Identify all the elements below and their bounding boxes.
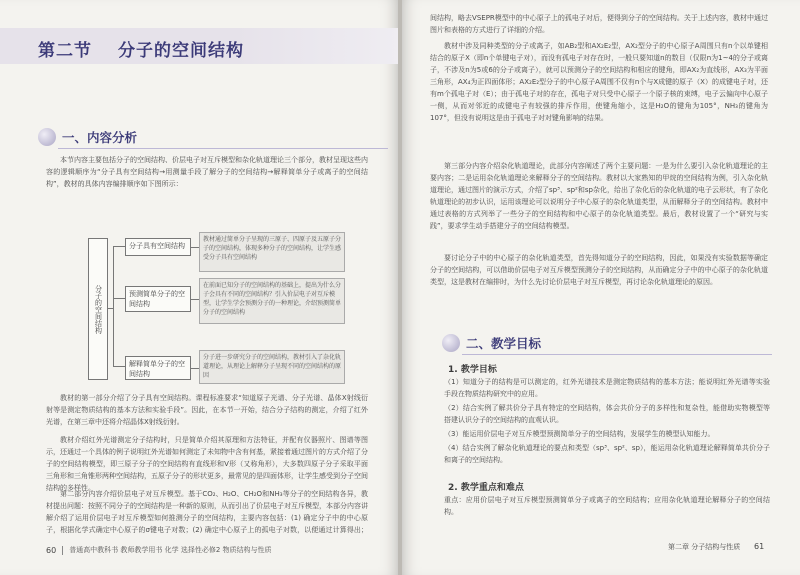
heading-rule	[462, 354, 772, 355]
banner-gradient	[232, 28, 400, 64]
heading-text: 一、内容分析	[62, 130, 138, 145]
section-title: 分子的空间结构	[118, 41, 244, 61]
goal-item-1: （1）知道分子的结构是可以测定的，红外光谱技术是测定物质结构的基本方法；能说明红外光谱等实验手段在物质结构研究中的应用。	[444, 378, 770, 398]
diagram-box-predict-structure: 预测简单分子的空间结构	[125, 286, 191, 312]
heading-teaching-goals	[442, 334, 541, 352]
diagram-connector	[191, 299, 199, 300]
diagram-note-3: 分子进一步研究分子的空间结构，教材引入了杂化轨道理论，从理论上解释分子呈现不同的空间结构的原因	[199, 350, 345, 384]
page-number: 60	[46, 545, 57, 555]
paragraph-hybrid-orbital: 第三部分内容介绍杂化轨道理论，此部分内容阐述了两个主要问题：一是为什么要引入杂化轨道理论的主要内容；二是运用杂化轨道理论来解释分子的空间结构。教材以大家熟知的甲烷的空间结构为例，引入杂化轨道理论，通过图片的演示方式，介绍了sp³、sp²和sp杂化，给出了杂化后的杂化轨道的电子云形状，有了杂化轨道理论的初步认识，运用该理论可以说明分子中心原子的杂化轨道类型，从而解释分子的空间结构。教材中通过表格的方式列举了一些分子的空间结构和中心原子的杂化轨道类型。最后，教材设置了一个“研究与实践”，要求学生动手搭建分子的空间结构模型。	[430, 162, 768, 230]
content-structure-diagram	[78, 232, 348, 384]
heading-content-analysis	[38, 128, 137, 146]
diagram-root-label: 分子的空间结构	[88, 238, 108, 380]
diagram-connector	[191, 368, 199, 369]
diagram-connector	[113, 246, 125, 247]
book-title: 普通高中教科书 教师教学用书 化学 选择性必修2 物质结构与性质	[69, 546, 272, 554]
diagram-box-has-structure: 分子具有空间结构	[125, 238, 191, 256]
heading-text: 二、教学目标	[466, 336, 542, 351]
diagram-connector	[113, 366, 125, 367]
goal-item-4: （4）结合实例了解杂化轨道理论的要点和类型（sp³、sp²、sp），能运用杂化轨道理论解释简单共价分子和离子的空间结构。	[444, 444, 770, 464]
key-points-text: 重点：应用价层电子对互斥模型预测简单分子或离子的空间结构；应用杂化轨道理论解释分子的空间结构。	[444, 496, 770, 516]
footer-divider	[62, 546, 63, 555]
diagram-note-2: 在前面已知分子的空间结构的基础上，提出为什么分子会具有不同的空间结构？引入价层电子对互斥模型，让学生学会预测分子的一种理论，介绍预测简单分子的空间结构	[199, 278, 345, 324]
diagram-connector	[191, 247, 199, 248]
paragraph-ir-spectrum: 教材介绍红外光谱测定分子结构时，只是简单介绍其原理和方法特征，并配有仪器照片、图谱等图示，还通过一个具体的例子说明红外光谱如何测定了未知物中含有何基，紧接着通过图片的方式介绍了分子的空间结构模型，即三原子分子的空间结构有直线形和V形（又称角形），大多数四原子分子采取平面三角形和三角锥形两种空间结构，五原子分子的形状更多，最常见的是四面体形，让学生感受到分子空间结构的多样性。	[46, 436, 368, 492]
diagram-connector	[113, 246, 114, 366]
paragraph-intro: 本节内容主要包括分子的空间结构、价层电子对互斥模型和杂化轨道理论三个部分，教材呈现这些内容的逻辑顺序为“分子具有空间结构→用测量手段了解分子的空间结构→解释简单分子或离子的空间结构”，教材的具体内容编排顺序如下图所示：	[46, 156, 368, 188]
diagram-box-explain-structure: 解释简单分子的空间结构	[125, 356, 191, 380]
book-gutter	[398, 0, 402, 575]
paragraph-abn-types: 教材中涉及同种类型的分子或离子，如AB₂型和AX₂E₂型，AX₂型分子的中心原子A周围只有n个以单键相结合的原子X（即n个单键电子对），而没有孤电子对存在时，一般只要知道n的数目（仅限n为1~4的分子或离子，不涉及n为5或6的分子或离子），就可以预测分子的空间结构和相应的键角，即AX₂为直线形，AX₃为平面三角形，AX₄为正四面体形；AX₂E₂型分子的中心原子A周围不仅有n个与X成键的原子（X）的成键电子对，还有m个孤电子对（E）；由于孤电子对的存在，孤电子对只受中心原子一个原子核的束缚，电子云偏向中心原子一侧，从而对邻近的成键电子有较强的排斥作用，使键角缩小，这是H₂O的键角为105°，NH₃的键角为107°，但没有说明这是由于孤电子对对键角影响的结果。	[430, 42, 768, 122]
subheading-key-points: 2. 教学重点和难点	[448, 483, 524, 493]
left-footer	[46, 545, 272, 555]
paragraph-order-reason: 要讨论分子中的中心原子的杂化轨道类型，首先得知道分子的空间结构，因此，如果没有实验数据等确定分子的空间结构，可以借助价层电子对互斥模型预测分子的空间结构，从而确定分子中的中心原子的杂化轨道类型，这是教材在编排时，为什么先讨论价层电子对互斥模型，再讨论杂化轨道理论的原因。	[430, 254, 768, 286]
right-footer	[400, 541, 800, 555]
heading-bullet-icon	[442, 334, 460, 352]
diagram-note-1: 教材通过简单分子呈现的三原子、四原子及五原子分子的空间结构，体现多种分子的空间结构，让学生感受分子具有空间结构	[199, 232, 345, 272]
goal-item-3: （3）能运用价层电子对互斥模型预测简单分子的空间结构，发展学生的模型认知能力。	[444, 430, 715, 438]
section-number: 第二节	[38, 41, 92, 61]
right-page	[400, 0, 800, 575]
diagram-connector	[113, 298, 125, 299]
paragraph-part1: 教材的第一部分介绍了分子具有空间结构。课程标准要求“知道原子光谱、分子光谱、晶体X射线衍射等是测定物质结构的基本方法和实验手段”。因此，在本节一开始，结合分子结构的测定，介绍了红外光谱，在第三章中还将介绍晶体X射线衍射。	[46, 394, 368, 426]
heading-rule	[58, 148, 388, 149]
paragraph-continued: 间结构，略去VSEPR模型中的中心原子上的孤电子对后，便得到分子的空间结构。关于上述内容，教材中通过图片和表格的方式进行了详细的介绍。	[430, 14, 768, 34]
chapter-title: 第二章 分子结构与性质	[668, 543, 741, 551]
page-number: 61	[754, 542, 765, 551]
heading-bullet-icon	[38, 128, 56, 146]
goal-item-2: （2）结合实例了解共价分子具有特定的空间结构，体会共价分子的多样性和复杂性，能借助实物模型等搭建认识分子的空间结构的直观认识。	[444, 404, 770, 424]
subheading-goals: 1. 教学目标	[448, 365, 497, 375]
paragraph-vsepr: 第二部分内容介绍价层电子对互斥模型。基于CO₂、H₂O、CH₂O和NH₃等分子的空间结构各异，教材提出问题：按照不同分子的空间结构是一种新的原则，从而引出了价层电子对互斥模型，本部分内容讲解介绍了运用价层电子对互斥模型如何推测分子的空间结构，主要内容包括：(1) 确定分子中的中心原子，根据化学式确定中心原子的σ键电子对数；(2) 确定中心原子上的孤电子对数，以便通过计算得出；	[46, 490, 368, 534]
